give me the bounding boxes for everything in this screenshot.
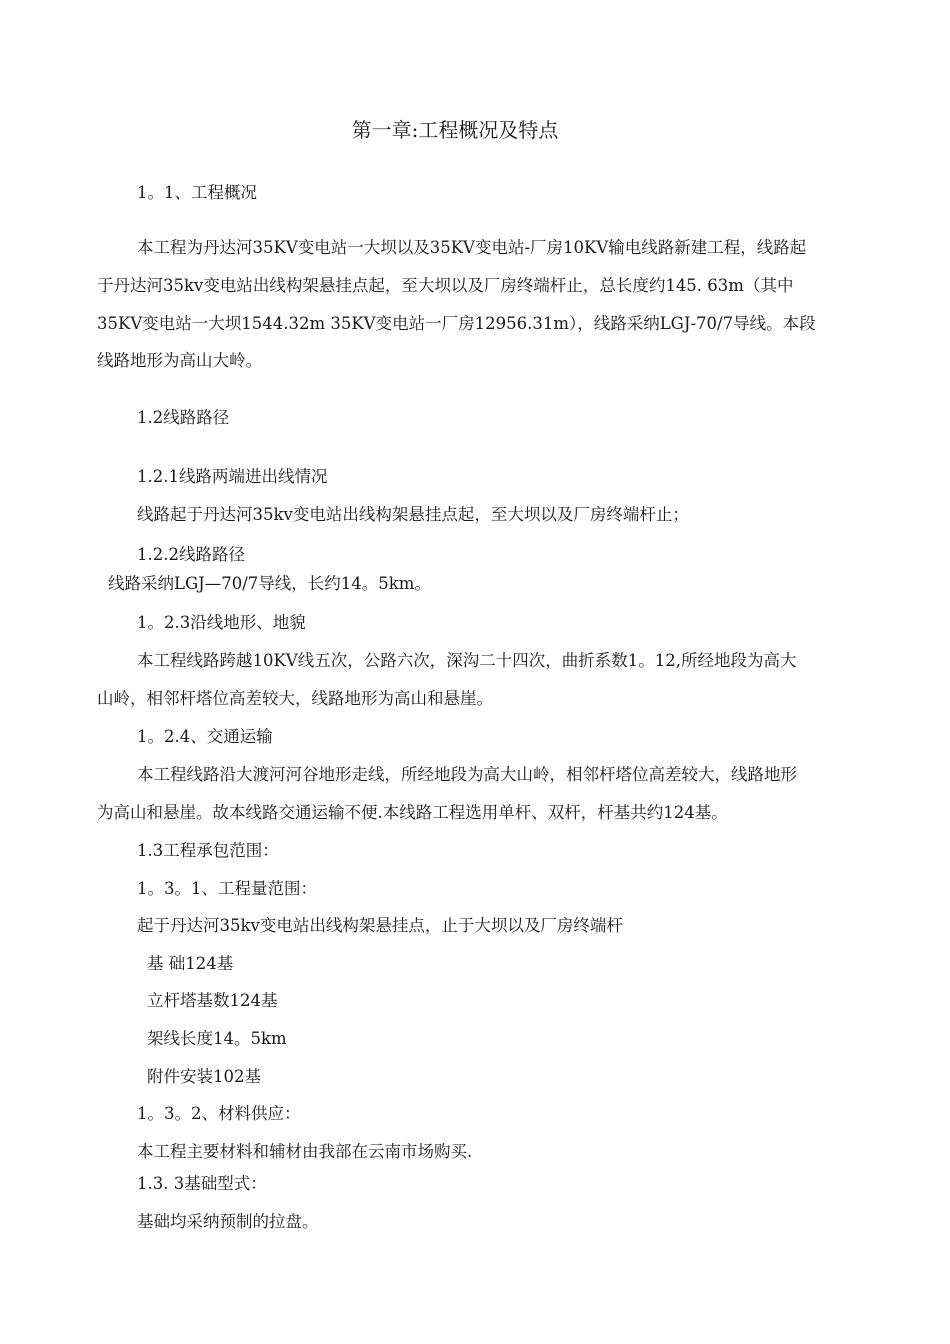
section-heading-1-3-2: 1。3。2、材料供应： [137, 1104, 301, 1123]
paragraph-line: 基础均采纳预制的拉盘。 [137, 1212, 319, 1231]
paragraph-line: 线路地形为高山大岭。 [97, 351, 262, 370]
paragraph-line: 线路起于丹达河35kv变电站出线构架悬挂点起，至大坝以及厂房终端杆止； [137, 505, 689, 524]
quantity-item: 附件安装102基 [147, 1067, 261, 1086]
paragraph-line: 山岭，相邻杆塔位高差较大，线路地形为高山和悬崖。 [97, 689, 493, 708]
paragraph-line: 为高山和悬崖。故本线路交通运输不便.本线路工程选用单杆、双杆，杆基共约124基。 [97, 803, 728, 822]
paragraph-line: 线路采纳LGJ—70/7导线，长约14。5km。 [108, 574, 431, 593]
quantity-item: 架线长度14。5km [147, 1029, 287, 1048]
quantity-item: 基 础124基 [147, 954, 234, 973]
section-heading-1-3-1: 1。3。1、工程量范围： [137, 879, 317, 898]
section-heading-1-2: 1.2线路路径 [137, 408, 230, 427]
quantity-item: 立杆塔基数124基 [147, 991, 278, 1010]
paragraph-line: 本工程为丹达河35KV变电站一大坝以及35KV变电站-厂房10KV输电线路新建工程，线路起 [137, 238, 807, 257]
section-heading-1-3: 1.3工程承包范围： [137, 841, 279, 860]
section-heading-1-3-3: 1.3. 3基础型式： [137, 1174, 267, 1193]
section-heading-1-2-2: 1.2.2线路路径 [137, 545, 245, 564]
chapter-title: 第一章:工程概况及特点 [351, 118, 559, 142]
section-heading-1-2-1: 1.2.1线路两端进出线情况 [137, 467, 328, 486]
paragraph-line: 本工程线路沿大渡河河谷地形走线，所经地段为高大山岭，相邻杆塔位高差较大，线路地形 [137, 765, 797, 784]
section-heading-1-2-4: 1。2.4、交通运输 [137, 727, 273, 746]
paragraph-line: 起于丹达河35kv变电站出线构架悬挂点，止于大坝以及厂房终端杆 [137, 916, 623, 935]
paragraph-line: 本工程主要材料和辅材由我部在云南市场购买. [137, 1142, 473, 1161]
paragraph-line: 本工程线路跨越10KV线五次，公路六次，深沟二十四次，曲折系数1。12,所经地段为高大 [137, 651, 797, 670]
section-heading-1-1: 1。1、工程概况 [137, 183, 257, 202]
paragraph-line: 35KV变电站一大坝1544.32m 35KV变电站一厂房12956.31m），线路采纳LGJ-70/7导线。本段 [97, 314, 816, 333]
section-heading-1-2-3: 1。2.3沿线地形、地貌 [137, 613, 306, 632]
paragraph-line: 于丹达河35kv变电站出线构架悬挂点起，至大坝以及厂房终端杆止，总长度约145. 63m（其中 [97, 276, 794, 295]
